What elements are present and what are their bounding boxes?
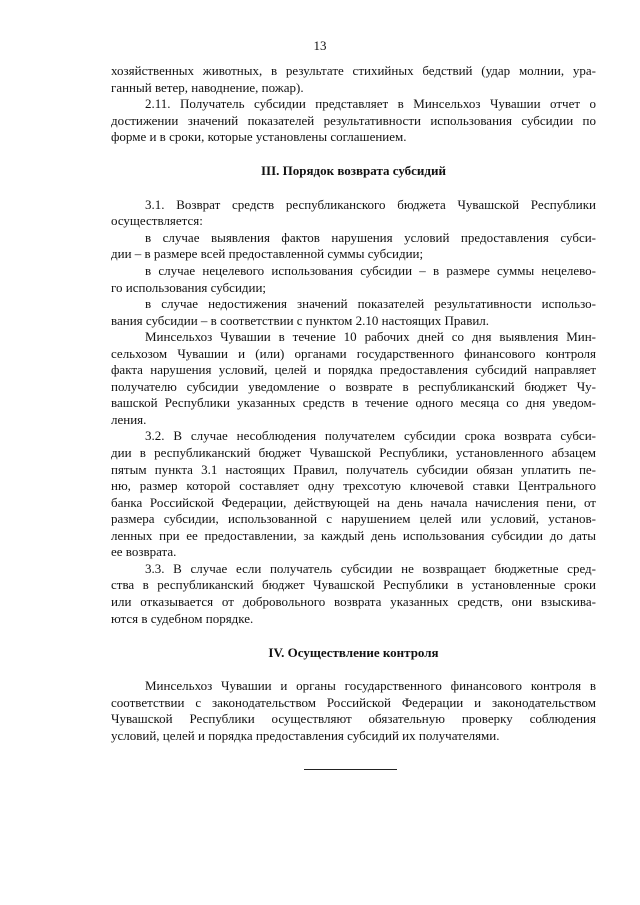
text-line: 3.3. В случае если получатель субсидии не возвращает бюджетные сред- <box>145 560 596 576</box>
text-line: факта нарушения условий, целей и порядка предоставления субсидий направляет <box>111 362 596 378</box>
text-line: дии – в размере всей предоставленной суммы субсидии; <box>111 246 424 262</box>
text-line: 3.1. Возврат средств республиканского бюджета Чувашской Республики <box>145 196 596 212</box>
case-underachievement <box>111 296 596 329</box>
text-line: в случае недостижения значений показателей результативности использо- <box>145 296 596 312</box>
text-line: 2.11. Получатель субсидии представляет в Минсельхоз Чувашии отчет о <box>145 96 596 112</box>
paragraph-3-1 <box>111 197 596 230</box>
text-line: соответствии с законодательством Российской Федерации и законодательством <box>111 694 596 710</box>
text-line: пятым пункта 3.1 настоящих Правил, получатель субсидии обязан уплатить пе- <box>111 461 596 477</box>
text-line: Чувашской Республики осуществляют обязательную проверку соблюдения <box>111 711 596 727</box>
text-line: Минсельхоз Чувашии в течение 10 рабочих дней со дня выявления Мин- <box>145 329 596 345</box>
text-line: условий, целей и порядка предоставления субсидий их получателями. <box>111 727 500 743</box>
text-line: форме и в сроки, которые установлены соглашением. <box>111 129 407 145</box>
text-line: в случае выявления фактов нарушения условий предоставления субси- <box>145 229 596 245</box>
text-line: ганный ветер, наводнение, пожар). <box>111 79 304 95</box>
page-number: 13 <box>313 38 327 53</box>
paragraph-3-2 <box>111 428 596 560</box>
paragraph-2-11 <box>111 96 596 146</box>
case-misuse <box>111 263 596 296</box>
text-line: осуществляется: <box>111 213 203 229</box>
text-line: сельхозом Чувашии и (или) органами государственного финансового контроля <box>111 345 596 361</box>
section-heading-3: III. Порядок возврата субсидий <box>261 163 446 179</box>
section-heading-4: IV. Осуществление контроля <box>268 644 439 660</box>
text-line: банка Российской Федерации, действующей на день начала начисления пени, от <box>111 494 596 510</box>
text-line: ства в республиканский бюджет Чувашской Республики в установленные сроки <box>111 577 596 593</box>
text-line: вания субсидии – в соответствии с пунктом 2.10 настоящих Правил. <box>111 312 490 328</box>
paragraph-control <box>111 678 596 744</box>
text-line: вашской Республики указанных средств в течение одного месяца со дня уведом- <box>111 395 596 411</box>
text-line: достижении значений показателей результативности использования субсидии по <box>111 112 596 128</box>
text-line: ее возврата. <box>111 544 177 560</box>
document-body <box>111 63 596 744</box>
text-line: ленных при ее предоставлении, за каждый день использования субсидии до даты <box>111 527 596 543</box>
paragraph-3-3 <box>111 561 596 627</box>
text-line: 3.2. В случае несоблюдения получателем субсидии срока возврата субси- <box>145 428 596 444</box>
text-line: размера субсидии, использованной с нарушением целей или условий, установ- <box>111 511 596 527</box>
case-violation <box>111 230 596 263</box>
text-line: в случае нецелевого использования субсидии – в размере суммы нецелево- <box>145 263 596 279</box>
text-line: ются в судебном порядке. <box>111 610 254 626</box>
text-line: получателю субсидии уведомление о возврате в республиканский бюджет Чу- <box>111 378 596 394</box>
end-rule <box>304 769 397 770</box>
text-line: хозяйственных животных, в результате стихийных бедствий (удар молнии, ура- <box>111 63 596 78</box>
text-line: или отказывается от добровольного возврата указанных средств, они взыскива- <box>111 593 596 609</box>
text-line: ню, размер которой составляет одну трехсотую ключевой ставки Центрального <box>111 478 596 494</box>
paragraph-continuation <box>111 63 596 96</box>
text-line: дии в республиканский бюджет Чувашской Республики, установленного абзацем <box>111 445 596 461</box>
text-line: го использования субсидии; <box>111 279 267 295</box>
text-line: ления. <box>111 411 147 427</box>
text-line: Минсельхоз Чувашии и органы государственного финансового контроля в <box>145 678 596 694</box>
paragraph-notice <box>111 329 596 428</box>
